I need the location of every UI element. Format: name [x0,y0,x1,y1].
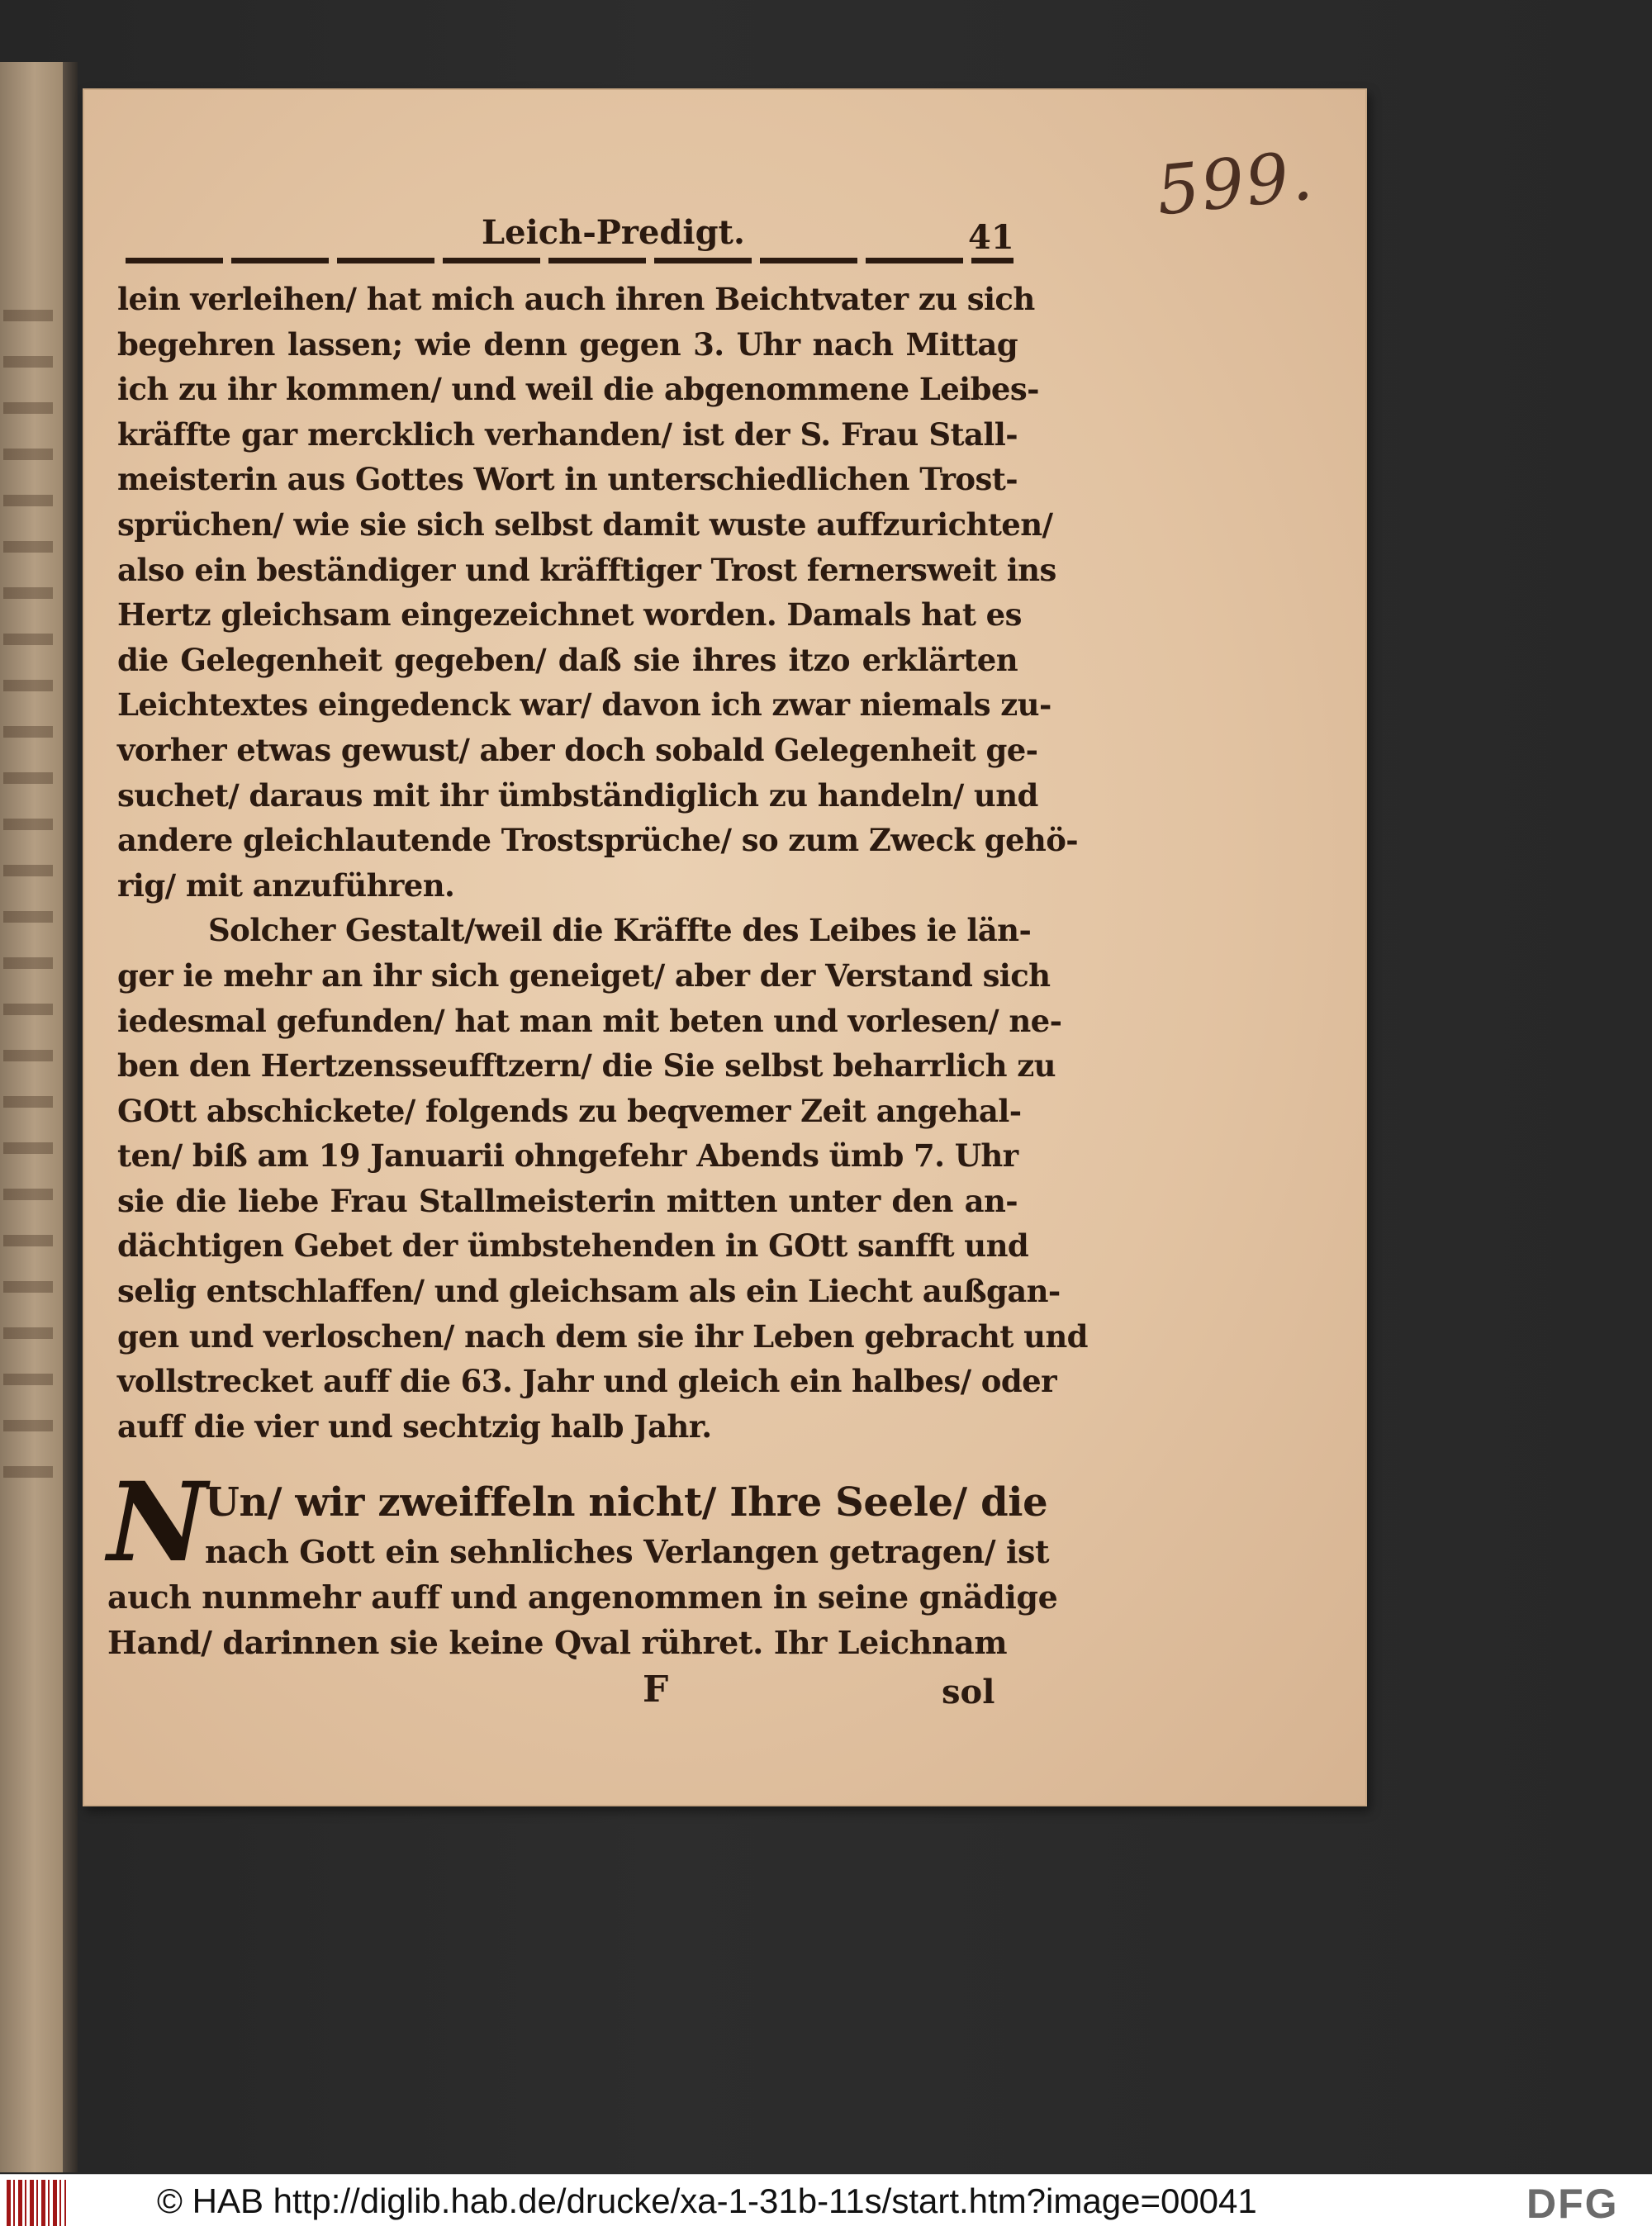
text-line: iedesmal gefunden/ hat man mit beten und vorlesen/ ne- [117,1002,1062,1039]
text-line: Un/ wir zweiffeln nicht/ Ihre Seele/ die [205,1479,1048,1526]
text-line: Leichtextes eingedenck war/ davon ich zwar niemals zu- [117,686,1051,724]
text-line: suchet/ daraus mit ihr ümbständiglich zu handeln/ und [117,776,1038,814]
header-rule [126,258,1014,263]
text-line: gen und verloschen/ nach dem sie ihr Leben gebracht und [117,1317,1088,1355]
signature-mark: F [643,1669,669,1711]
text-line: Hand/ darinnen sie keine Qval rühret. Ihr Leichnam [107,1624,1008,1661]
text-line: begehren lassen; wie denn gegen 3. Uhr nach Mittag [117,325,1018,363]
closing-section [107,1459,1058,1665]
previous-page-text-fragments [3,310,53,1507]
text-line: sprüchen/ wie sie sich selbst damit wuste auffzurichten/ [117,506,1053,543]
text-line: vorher etwas gewust/ aber doch sobald Gelegenheit ge- [117,731,1038,768]
previous-page-edge [0,62,66,2172]
text-line: sie die liebe Frau Stallmeisterin mitten unter den an- [117,1182,1018,1219]
text-line: Solcher Gestalt/weil die Kräffte des Leibes ie län- [208,912,1032,949]
text-line: die Gelegenheit gegeben/ daß sie ihres itzo erklärten [117,641,1018,678]
drop-capital: N [107,1459,207,1587]
text-line: ben den Hertzensseufftzern/ die Sie selbst beharrlich zu [117,1047,1056,1085]
text-line: lein verleihen/ hat mich auch ihren Beichtvater zu sich [117,281,1035,317]
paragraph-1 [117,277,1079,908]
credit-link[interactable]: © HAB http://diglib.hab.de/drucke/xa-1-31b-11s/start.htm?image=00041 [157,2181,1257,2220]
text-line: auff die vier und sechtzig halb Jahr. [117,1407,712,1445]
text-line: nach Gott ein sehnliches Verlangen getragen/ ist [205,1533,1050,1570]
text-line: ger ie mehr an ihr sich geneiget/ aber der Verstand sich [117,956,1051,994]
catchword: sol [942,1673,995,1711]
paragraph-2 [117,908,1088,1449]
text-line: kräffte gar mercklich verhanden/ ist der S. Frau Stall- [117,415,1018,453]
text-line: vollstrecket auff die 63. Jahr und gleich ein halbes/ oder [117,1363,1056,1400]
text-line: ich zu ihr kommen/ und weil die abgenommene Leibes- [117,371,1039,408]
text-line: andere gleichlautende Trostsprüche/ so zum Zweck gehö- [117,822,1079,859]
text-line: dächtigen Gebet der ümbstehenden in GOtt sanfft und [117,1227,1029,1265]
running-head: Leich-Predigt. [482,213,745,252]
text-line: rig/ mit anzuführen. [117,866,455,904]
footer-bar [0,2174,1652,2231]
handwritten-folio-number: 599. [1152,136,1318,231]
text-line: GOtt abschickete/ folgends zu beqvemer Zeit angehal- [117,1092,1022,1129]
text-line: also ein beständiger und kräfftiger Trost fernersweit ins [117,551,1056,588]
book-gutter [63,62,78,2172]
text-line: selig entschlaffen/ und gleichsam als ein Liecht außgan- [117,1273,1061,1310]
body-text [117,277,1088,1449]
page-number: 41 [968,218,1014,257]
text-line: Hertz gleichsam eingezeichnet worden. Damals hat es [117,596,1022,634]
text-line: auch nunmehr auff und angenommen in seine gnädige [107,1578,1058,1616]
barcode-icon [7,2180,66,2226]
closing-section-lines [107,1476,1058,1665]
dfg-logo: DFG [1526,2181,1619,2227]
text-line: ten/ biß am 19 Januarii ohngefehr Abends ümb 7. Uhr [117,1137,1018,1175]
text-line: meisterin aus Gottes Wort in unterschiedlichen Trost- [117,461,1018,498]
